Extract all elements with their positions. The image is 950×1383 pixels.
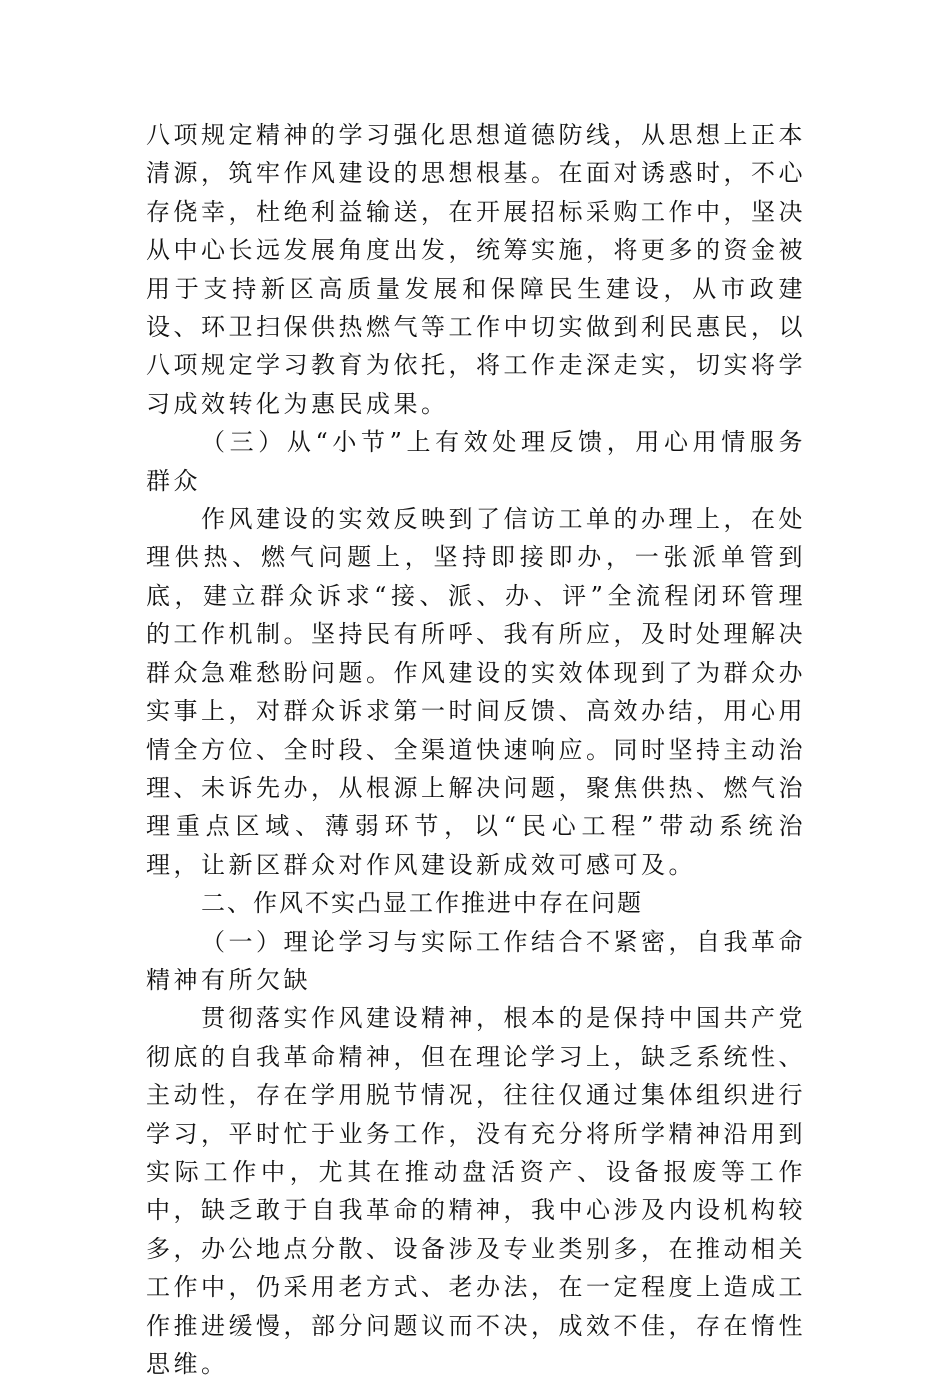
paragraph-problems: 贯彻落实作风建设精神，根本的是保持中国共产党彻底的自我革命精神，但在理论学习上，缺乏系统性、主动性，存在学用脱节情况，往往仅通过集体组织进行学习，平时忙于业务工作，没有充分将所学精神沿用到实际工作中，尤其在推动盘活资产、设备报废等工作中，缺乏敢于自我革命的精神，我中心涉及内设机构较多，办公地点分散、设备涉及专业类别多，在推动相关工作中，仍采用老方式、老办法，在一定程度上造成工作推进缓慢，部分问题议而不决，成效不佳，存在惰性思维。 [146, 1004, 806, 1378]
subheading-three: （三）从“小节”上有效处理反馈，用心用情服务群众 [146, 428, 806, 495]
document-body [146, 116, 806, 1383]
section-heading-two: 二、作风不实凸显工作推进中存在问题 [201, 889, 643, 918]
paragraph-service: 作风建设的实效反映到了信访工单的办理上，在处理供热、燃气问题上，坚持即接即办，一张派单管到底，建立群众诉求“接、派、办、评”全流程闭环管理的工作机制。坚持民有所呼、我有所应，及时处理解决群众急难愁盼问题。作风建设的实效体现到了为群众办实事上，对群众诉求第一时间反馈、高效办结，用心用情全方位、全时段、全渠道快速响应。同时坚持主动治理、未诉先办，从根源上解决问题，聚焦供热、燃气治理重点区域、薄弱环节，以“民心工程”带动系统治理，让新区群众对作风建设新成效可感可及。 [146, 505, 806, 879]
subheading-one: （一）理论学习与实际工作结合不紧密，自我革命精神有所欠缺 [146, 927, 806, 994]
paragraph-continuation: 八项规定精神的学习强化思想道德防线，从思想上正本清源，筑牢作风建设的思想根基。在面对诱惑时，不心存侥幸，杜绝利益输送，在开展招标采购工作中，坚决从中心长远发展角度出发，统筹实施，将更多的资金被用于支持新区高质量发展和保障民生建设，从市政建设、环卫扫保供热燃气等工作中切实做到利民惠民，以八项规定学习教育为依托，将工作走深走实，切实将学习成效转化为惠民成果。 [146, 121, 806, 418]
